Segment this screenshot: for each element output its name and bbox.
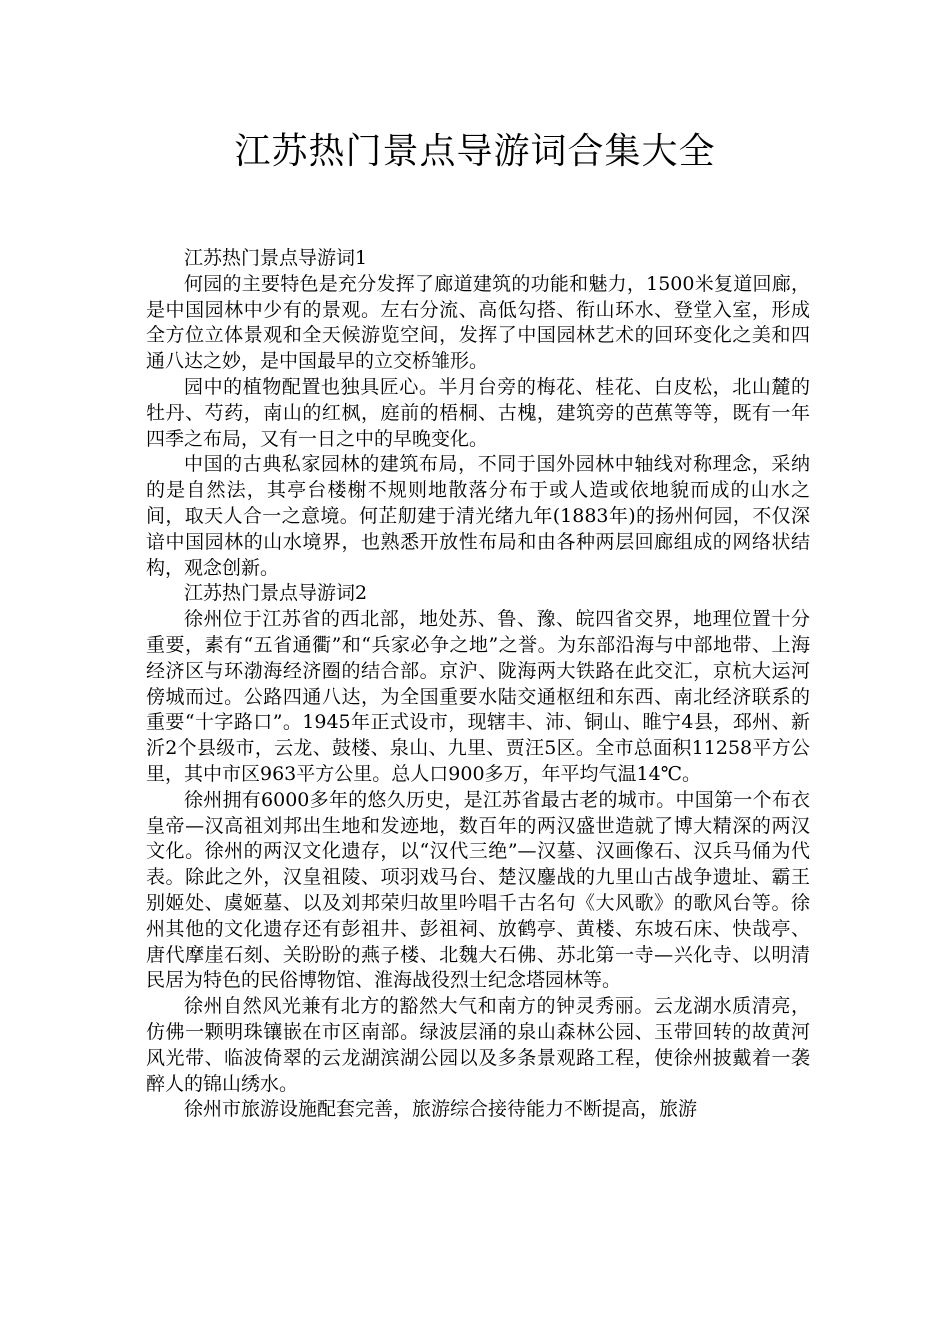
paragraph: 徐州自然风光兼有北方的豁然大气和南方的钟灵秀丽。云龙湖水质清亮，仿佛一颗明珠镶嵌在市区南部。绿波层涌的泉山森林公园、玉带回转的故黄河风光带、临波倚翠的云龙湖滨湖公园以及多条景观路工程，使徐州披戴着一袭醉人的锦山绣水。 [146,995,810,1095]
paragraph: 何园的主要特色是充分发挥了廊道建筑的功能和魅力，1500米复道回廊，是中国园林中少有的景观。左右分流、高低勾搭、衔山环水、登堂入室，形成全方位立体景观和全天候游览空间，发挥了中国园林艺术的回环变化之美和四通八达之妙，是中国最早的立交桥雏形。 [146,272,810,373]
document-title: 江苏热门景点导游词合集大全 [234,131,716,172]
paragraph: 园中的植物配置也独具匠心。半月台旁的梅花、桂花、白皮松，北山麓的牡丹、芍药，南山的红枫，庭前的梧桐、古槐，建筑旁的芭蕉等等，既有一年四季之布局，又有一日之中的早晚变化。 [146,375,810,450]
document-body [146,246,810,1123]
section-heading: 江苏热门景点导游词1 [184,247,368,269]
paragraph: 徐州市旅游设施配套完善，旅游综合接待能力不断提高，旅游 [184,1098,698,1121]
paragraph: 徐州位于江苏省的西北部，地处苏、鲁、豫、皖四省交界，地理位置十分重要，素有“五省通衢”和“兵家必争之地”之誉。为东部沿海与中部地带、上海经济区与环渤海经济圈的结合部。京沪、陇海两大铁路在此交汇，京杭大运河傍城而过。公路四通八达，为全国重要水陆交通枢纽和东西、南北经济联系的重要“十字路口”。1945年正式设市，现辖丰、沛、铜山、睢宁4县，邳州、新沂2个县级市，云龙、鼓楼、泉山、九里、贾汪5区。全市总面积11258平方公里，其中市区963平方公里。总人口900多万，年平均气温14℃。 [146,608,810,785]
paragraph: 徐州拥有6000多年的悠久历史，是江苏省最古老的城市。中国第一个布衣皇帝—汉高祖刘邦出生地和发迹地，数百年的两汉盛世造就了博大精深的两汉文化。徐州的两汉文化遗存，以“汉代三绝”—汉墓、汉画像石、汉兵马俑为代表。除此之外，汉皇祖陵、项羽戏马台、楚汉鏖战的九里山古战争遗址、霸王别姬处、虞姬墓、以及刘邦荣归故里吟唱千古名句《大风歌》的歌风台等。徐州其他的文化遗存还有彭祖井、彭祖祠、放鹤亭、黄楼、东坡石床、快哉亭、唐代摩崖石刻、关盼盼的燕子楼、北魏大石佛、苏北第一寺—兴化寺、以明清民居为特色的民俗博物馆、淮海战役烈士纪念塔园林等。 [146,788,810,992]
section-heading: 江苏热门景点导游词2 [184,582,368,605]
paragraph: 中国的古典私家园林的建筑布局，不同于国外园林中轴线对称理念，采纳的是自然法，其亭台楼榭不规则地散落分布于或人造或依地貌而成的山水之间，取天人合一之意境。何芷舠建于清光绪九年(1883年)的扬州何园，不仅深谙中国园林的山水境界，也熟悉开放性布局和由各种两层回廊组成的网络状结构，观念创新。 [146,453,810,579]
